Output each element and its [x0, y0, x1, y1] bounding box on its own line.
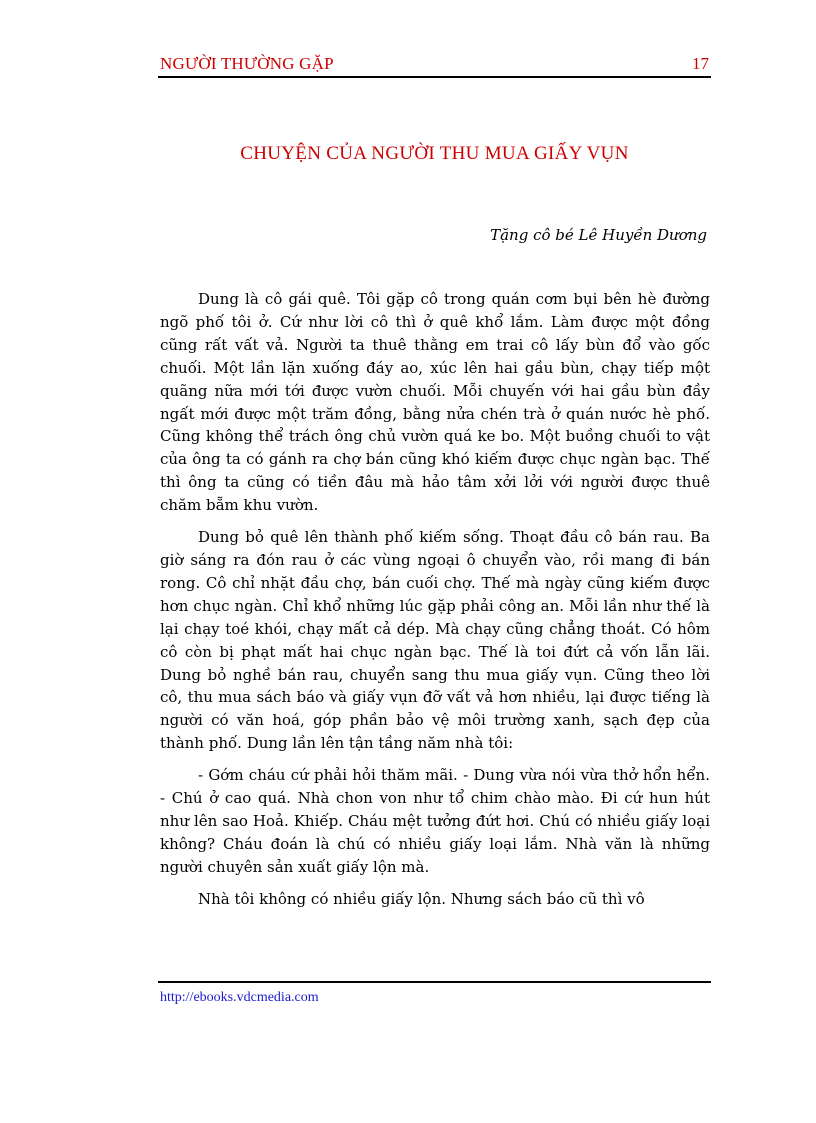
paragraph: Dung bỏ quê lên thành phố kiếm sống. Thoạt đầu cô bán rau. Ba giờ sáng ra đón rau ở các vùng ngoại ô chuyển vào, rồi mang đi bán rong. Cô chỉ nhặt đầu chợ, bán cuối chợ. Thế mà ngày cũng kiếm được hơn chục ngàn. Chỉ khổ những lúc gặp phải công an. Mỗi lần như thế là lại chạy toé khói, chạy mất cả dép. Mà chạy cũng chẳng thoát. Có hôm cô còn bị phạt mất hai chục ngàn bạc. Thế là toi đứt cả vốn lẫn lãi. Dung bỏ nghề bán rau, chuyển sang thu mua giấy vụn. Cũng theo lời cô, thu mua sách báo và giấy vụn đỡ vất vả hơn nhiều, lại được tiếng là người có văn hoá, góp phần bảo vệ môi trường xanh, sạch đẹp của thành phố. Dung lần lên tận tầng năm nhà tôi:: [160, 528, 710, 753]
footer-divider: [158, 981, 711, 983]
dedication: Tặng cô bé Lê Huyền Dương: [490, 226, 707, 244]
running-header-title: NGƯỜI THƯỜNG GẶP: [160, 54, 334, 73]
page-number: 17: [692, 54, 709, 73]
paragraph: - Gớm cháu cứ phải hỏi thăm mãi. - Dung vừa nói vừa thở hổn hển. - Chú ở cao quá. Nhà chon von như tổ chim chào mào. Đi cứ hun hút như lên sao Hoả. Khiếp. Cháu mệt tưởng đứt hơi. Chú có nhiều giấy loại không? Cháu đoán là chú có nhiều giấy loại lắm. Nhà văn là những người chuyên sản xuất giấy lộn mà.: [160, 766, 710, 876]
paragraph: Dung là cô gái quê. Tôi gặp cô trong quán cơm bụi bên hè đường ngõ phố tôi ở. Cứ như lời cô thì ở quê khổ lắm. Làm được một đồng cũng rất vất vả. Người ta thuê thằng em trai cô lấy bùn đổ vào gốc chuối. Một lần lặn xuống đáy ao, xúc lên hai gầu bùn, chạy tiếp một quãng nữa mới tới được vườn chuối. Mỗi chuyến với hai gầu bùn đầy ngất mới được một trăm đồng, bằng nửa chén trà ở quán nước hè phố. Cũng không thể trách ông chủ vườn quá ke bo. Một buồng chuối to vật của ông ta có gánh ra chợ bán cũng khó kiếm được chục ngàn bạc. Thế thì ông ta cũng có tiền đâu mà hảo tâm xởi lởi với người được thuê chăm bẵm khu vườn.: [160, 290, 710, 515]
footer-url-link[interactable]: http://ebooks.vdcmedia.com: [160, 990, 319, 1005]
body-text: [160, 288, 710, 920]
chapter-title: CHUYỆN CỦA NGƯỜI THU MUA GIẤY VỤN: [240, 143, 629, 164]
page-header: [158, 52, 711, 78]
paragraph: Nhà tôi không có nhiều giấy lộn. Nhưng sách báo cũ thì vô: [198, 889, 645, 908]
